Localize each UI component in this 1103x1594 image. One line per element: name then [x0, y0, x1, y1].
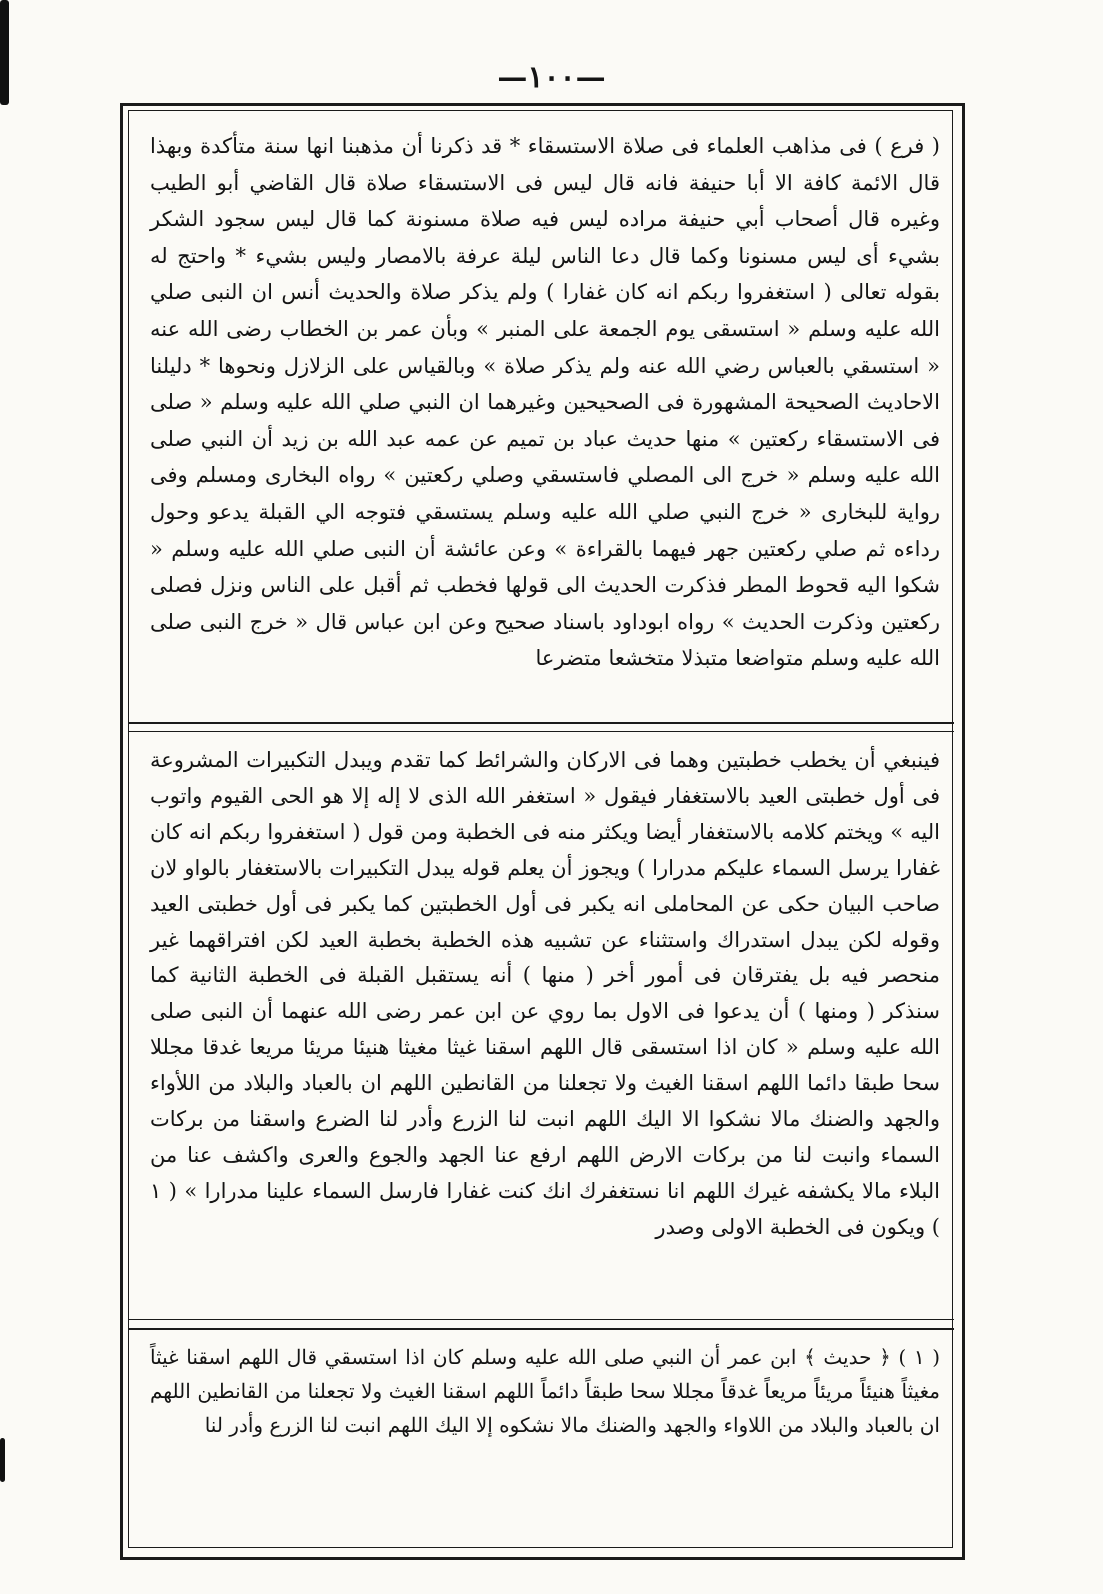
footnote-divider-thick [128, 1328, 954, 1330]
footnote-divider-thin [128, 1319, 954, 1320]
commentary-text: ( فرع ) فى مذاهب العلماء فى صلاة الاستسقاء * قد ذكرنا أن مذهبنا انها سنة متأكدة وبهذا قال الائمة كافة الا أبا حنيفة فانه قال ليس فى الاستسقاء صلاة قال القاضي أبو الطيب وغيره قال أصحاب أبي حنيفة مراده ليس فيه صلاة مسنونة كما قال ليس سجود الشكر بشيء أى ليس مسنونا وكما قال دعا الناس ليلة عرفة بالامصار وليس بشيء * واحتج له بقوله تعالى ( استغفروا ربكم انه كان غفارا ) ولم يذكر صلاة والحديث أنس ان النبى صلي الله عليه وسلم « استسقى يوم الجمعة على المنبر » وبأن عمر بن الخطاب رضى الله عنه « استسقي بالعباس رضي الله عنه ولم يذكر صلاة » وبالقياس على الزلازل ونحوها * دليلنا الاحاديث الصحيحة المشهورة فى الصحيحين وغيرهما ان النبي صلي الله عليه وسلم « صلى فى الاستسقاء ركعتين » منها حديث عباد بن تميم عن عمه عبد الله بن زيد أن النبي صلى الله عليه وسلم « خرج الى المصلي فاستسقي وصلي ركعتين » رواه البخارى ومسلم وفى رواية للبخارى « خرج النبي صلي الله عليه وسلم يستسقي فتوجه الي القبلة يدعو وحول رداءه ثم صلي ركعتين جهر فيهما بالقراءة » وعن عائشة أن النبى صلي الله عليه وسلم « شكوا اليه قحوط المطر فذكرت الحديث الى قولها فخطب ثم أقبل على الناس ونزل فصلى ركعتين وذكرت الحديث » رواه ابوداود باسناد صحيح وعن ابن عباس قال « خرج النبى صلى الله عليه وسلم متواضعا متبذلا متخشعا متضرعا [150, 134, 940, 671]
footnote-text: ( ١ ) ﴿ حديث ﴾ ابن عمر أن النبي صلى الله عليه وسلم كان اذا استسقي قال اللهم اسقنا غيثاً مغيثاً هنيئاً مريئاً مريعاً غدقاً مجللا سحا طبقاً دائماً اللهم اسقنا الغيث ولا تجعلنا من القانطين اللهم ان بالعباد والبلاد من اللاواء والجهد والضنك مالا نشكوه إلا اليك اللهم انبت لنا الزرع وأدر لنا [150, 1345, 940, 1437]
page-number: —١٠٠— [497, 60, 606, 95]
section-divider-thick [128, 722, 954, 724]
section-divider-thin [128, 731, 954, 732]
main-text: فينبغي أن يخطب خطبتين وهما فى الاركان والشرائط كما تقدم ويبدل التكبيرات المشروعة فى أول خطبتى العيد بالاستغفار فيقول « استغفر الله الذى لا إله إلا هو الحى القيوم واتوب اليه » ويختم كلامه بالاستغفار أيضا ويكثر منه فى الخطبة ومن قول ( استغفروا ربكم انه كان غفارا يرسل السماء عليكم مدرارا ) ويجوز أن يعلم قوله يبدل التكبيرات بالاستغفار بالواو لان صاحب البيان حكى عن المحاملى انه يكبر فى أول الخطبتين كما يكبر فى أول خطبتى العيد وقوله لكن يبدل استدراك واستثناء عن تشبيه هذه الخطبة بخطبة العيد لكن افتراقهما غير منحصر فيه بل يفترقان فى أمور أخر ( منها ) أنه يستقبل القبلة فى الخطبة الثانية كما سنذكر ( ومنها ) أن يدعوا فى الاول بما روي عن ابن عمر رضى الله عنهما أن النبى صلى الله عليه وسلم « كان اذا استسقى قال اللهم اسقنا غيثا مغيثا هنيئا مريئا مريعا غدقا مجللا سحا طبقا دائما اللهم اسقنا الغيث ولا تجعلنا من القانطين اللهم ان بالعباد والبلاد من اللأواء والجهد والضنك مالا نشكوا الا اليك اللهم انبت لنا الزرع وأدر لنا الضرع واسقنا من بركات السماء وانبت لنا من بركات الارض اللهم ارفع عنا الجهد والجوع والعرى واكشف عنا من البلاء مالا يكشفه غيرك اللهم انا نستغفرك انك كنت غفارا فارسل السماء علينا مدرارا » ( ١ ) ويكون فى الخطبة الاولى وصدر [150, 748, 940, 1239]
scan-edge-mark-bottom [0, 1438, 5, 1482]
